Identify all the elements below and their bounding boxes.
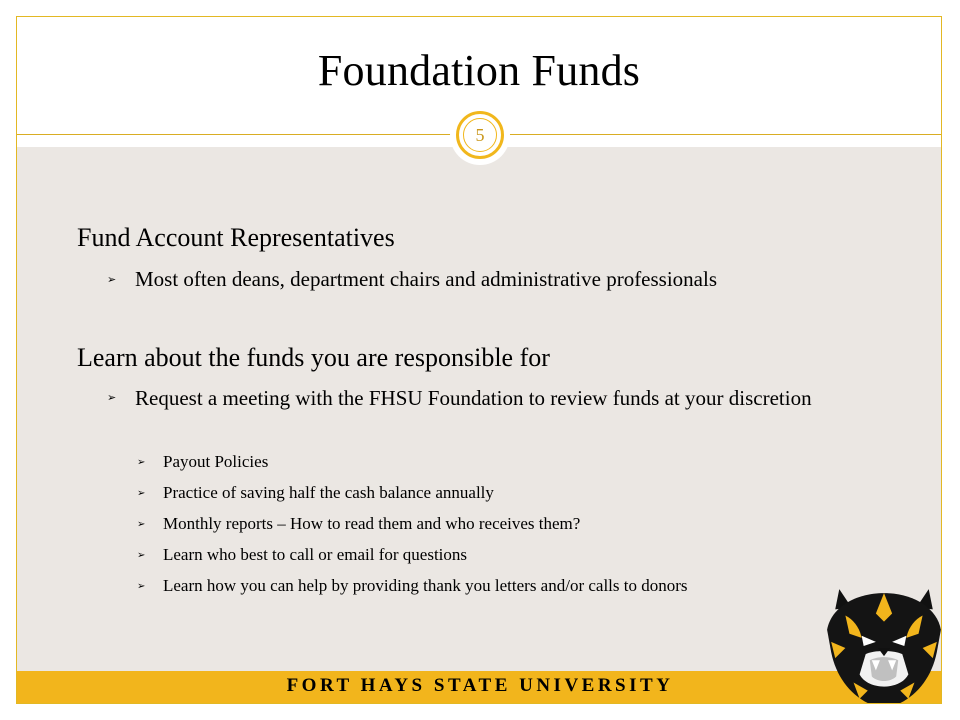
sub-bullet-item: [137, 514, 580, 534]
sub-bullet-item: [137, 483, 494, 503]
section-heading-learn-funds: Learn about the funds you are responsible for: [77, 343, 550, 372]
slide-number-badge: [456, 111, 504, 159]
slide-number: 5: [463, 118, 497, 152]
arrowhead-bullet-icon: ➢: [137, 488, 146, 499]
arrowhead-bullet-icon: ➢: [107, 391, 117, 404]
tiger-mascot-logo-icon: [823, 585, 942, 704]
arrowhead-bullet-icon: ➢: [137, 457, 146, 468]
sub-bullet-text: Payout Policies: [163, 452, 269, 471]
arrowhead-bullet-icon: ➢: [137, 519, 146, 530]
content-area: [17, 147, 941, 671]
slide-title: Foundation Funds: [317, 46, 641, 95]
arrowhead-bullet-icon: ➢: [137, 581, 146, 592]
bullet-text: Request a meeting with the FHSU Foundation to review funds at your discretion: [135, 386, 812, 410]
sub-bullet-text: Practice of saving half the cash balance annually: [163, 483, 494, 502]
arrowhead-bullet-icon: ➢: [137, 550, 146, 561]
sub-bullet-item: [137, 576, 688, 596]
sub-bullet-item: [137, 545, 467, 565]
sub-bullet-text: Learn how you can help by providing thank you letters and/or calls to donors: [163, 576, 688, 595]
slide-frame: [16, 16, 942, 704]
arrowhead-bullet-icon: ➢: [107, 273, 117, 286]
footer-bar: [17, 671, 941, 703]
bullet-item: [107, 383, 847, 413]
sub-bullet-item: [137, 452, 268, 472]
bullet-item: [107, 264, 717, 295]
sub-bullet-text: Monthly reports – How to read them and who receives them?: [163, 514, 581, 533]
bullet-text: Most often deans, department chairs and administrative professionals: [135, 267, 718, 291]
section-heading-representatives: Fund Account Representatives: [77, 223, 395, 252]
sub-bullet-text: Learn who best to call or email for questions: [163, 545, 468, 564]
university-name: FORT HAYS STATE UNIVERSITY: [286, 675, 674, 696]
